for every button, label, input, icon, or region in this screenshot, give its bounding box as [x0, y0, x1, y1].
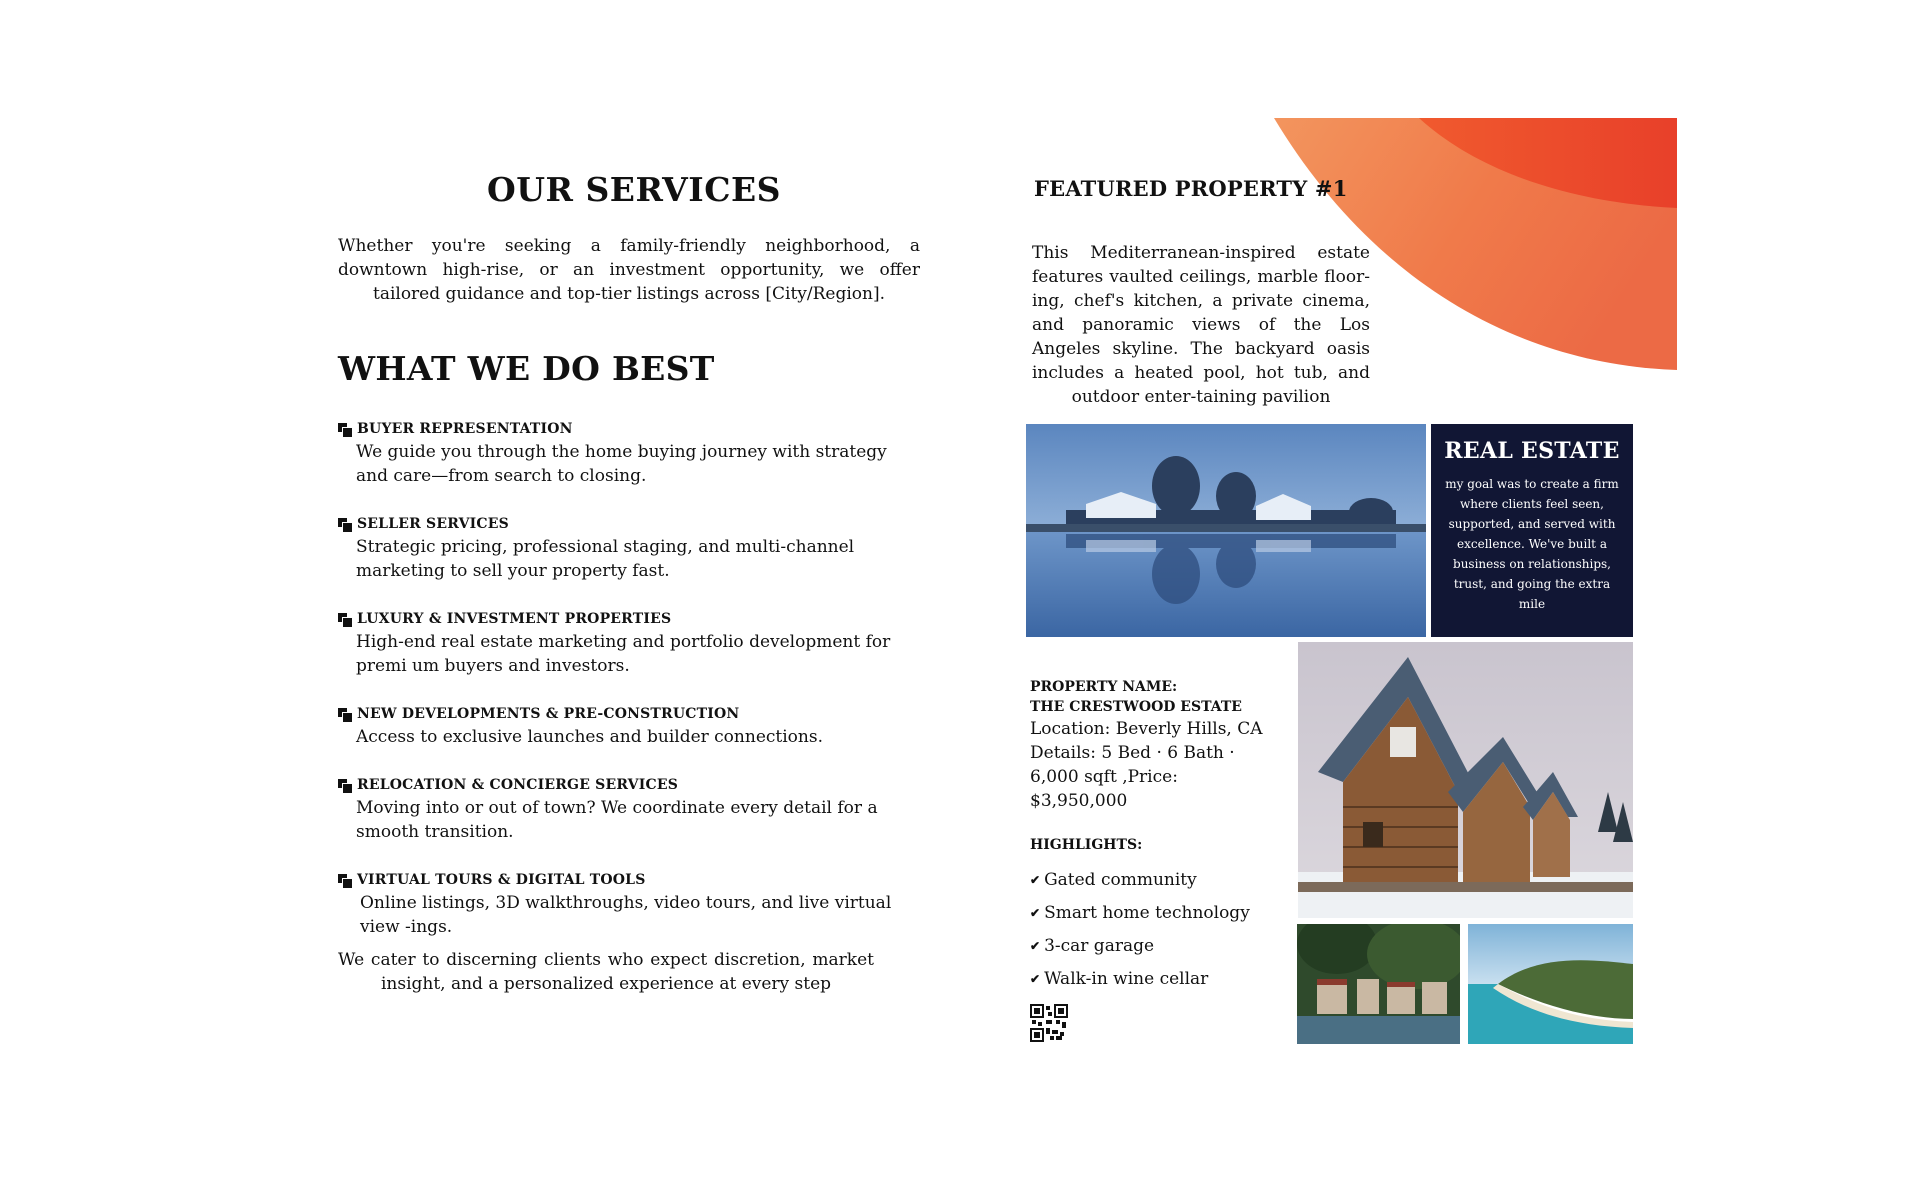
check-icon: ✔ [1030, 971, 1041, 986]
service-list [338, 418, 920, 964]
check-icon: ✔ [1030, 872, 1041, 887]
service-desc: Online listings, 3D walkthroughs, video tours, and live virtual view -ings. [360, 893, 892, 937]
stacked-squares-icon [338, 708, 352, 721]
service-desc: Strategic pricing, professional staging, and multi-channel marketing to sell your property fast. [356, 537, 855, 581]
services-title: OUR SERVICES [487, 170, 781, 209]
service-item-new-developments [338, 703, 920, 774]
property-location: Location: Beverly Hills, CA [1030, 719, 1263, 739]
check-icon: ✔ [1030, 938, 1041, 953]
stacked-squares-icon [338, 518, 352, 531]
lake-houses-photo [1026, 424, 1426, 637]
service-desc: Access to exclusive launches and builder connections. [356, 727, 823, 747]
service-title: BUYER REPRESENTATION [357, 421, 573, 437]
check-icon: ✔ [1030, 905, 1041, 920]
service-title: LUXURY & INVESTMENT PROPERTIES [357, 611, 672, 627]
service-title: VIRTUAL TOURS & DIGITAL TOOLS [357, 872, 646, 888]
services-page [338, 170, 920, 996]
closing-statement: We cater to discerning clients who expect discretion, market insight, and a personalized experience at every step [338, 950, 874, 994]
service-title: SELLER SERVICES [357, 516, 509, 532]
real-estate-panel [1431, 424, 1633, 637]
service-item-luxury [338, 608, 920, 703]
service-item-seller [338, 513, 920, 608]
highlights-list [1030, 863, 1270, 995]
list-item: ✔ Gated community [1030, 869, 1197, 890]
service-title: NEW DEVELOPMENTS & PRE-CONSTRUCTION [357, 706, 740, 722]
featured-property-description: This Mediterranean-inspired estate features vaulted ceilings, marble floor-ing, chef's kitchen, a private cinema, and panoramic views of the Los Angeles skyline. The backyard oasis includes a heated pool, hot tub, and outdoor enter-taining pavilion [1032, 243, 1370, 407]
property-details: Details: 5 Bed · 6 Bath · 6,000 sqft ,Price: $3,950,000 [1030, 743, 1235, 811]
service-item-relocation [338, 774, 920, 869]
service-item-buyer [338, 418, 920, 513]
property-info [1030, 677, 1270, 995]
service-desc: We guide you through the home buying journey with strategy and care—from search to closing. [356, 442, 887, 486]
featured-property-title: FEATURED PROPERTY #1 [1034, 176, 1348, 201]
stacked-squares-icon [338, 874, 352, 887]
cabins-photo [1298, 642, 1633, 918]
service-desc: Moving into or out of town? We coordinate every detail for a smooth transition. [356, 798, 878, 842]
stacked-squares-icon [338, 613, 352, 626]
real-estate-title: REAL ESTATE [1444, 438, 1620, 464]
beach-coast-photo [1468, 924, 1633, 1044]
property-name-label: PROPERTY NAME: [1030, 679, 1178, 695]
highlights-label: HIGHLIGHTS: [1030, 837, 1143, 853]
stacked-squares-icon [338, 423, 352, 436]
services-intro: Whether you're seeking a family-friendly neighborhood, a downtown high-rise, or an investment opportunity, we offer tailored guidance and top-tier listings across [City/Region]. [338, 236, 920, 304]
harbor-town-photo [1297, 924, 1460, 1044]
qr-code-icon[interactable] [1030, 1004, 1068, 1042]
real-estate-text: my goal was to create a firm where clients feel seen, supported, and served with excellence. We've built a business on relationships, trust, and going the extra mile [1445, 477, 1619, 611]
service-desc: High-end real estate marketing and portfolio development for premi um buyers and investors. [356, 632, 891, 676]
stacked-squares-icon [338, 779, 352, 792]
list-item: ✔ Smart home technology [1030, 902, 1250, 923]
list-item: ✔ 3-car garage [1030, 935, 1155, 956]
list-item: ✔ Walk-in wine cellar [1030, 968, 1209, 989]
property-name: THE CRESTWOOD ESTATE [1030, 699, 1242, 715]
service-title: RELOCATION & CONCIERGE SERVICES [357, 777, 679, 793]
what-we-do-best-title: WHAT WE DO BEST [338, 349, 715, 388]
